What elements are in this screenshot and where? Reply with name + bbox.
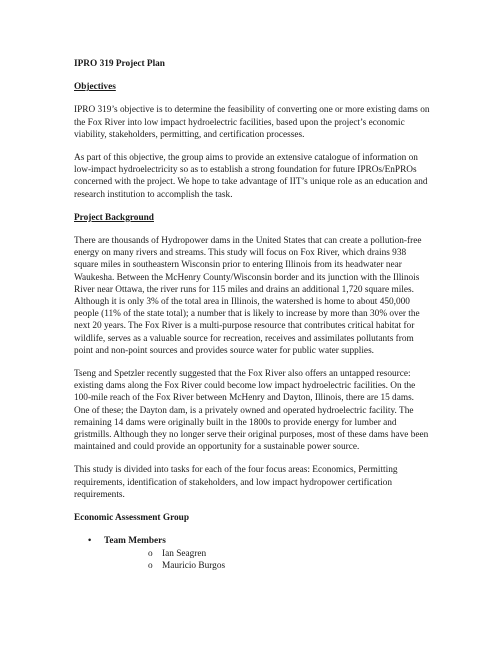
bullet-marker: • [88,536,92,547]
member-name: Mauricio Burgos [162,560,226,571]
objectives-heading: Objectives [74,82,116,93]
sub-bullet-marker: o [148,548,153,559]
member-name: Ian Seagren [162,548,207,559]
project-background-heading: Project Background [74,212,154,223]
document-title: IPRO 319 Project Plan [74,59,165,69]
background-paragraph-1: There are thousands of Hydropower dams in the United States that can create a pollution-free energy on many rivers and streams. This study will focus on Fox River, which drains 938 square miles in southeastern Wisconsin prior to entering Illinois from its headwater near Waukesha. Between the McHenry County/Wisconsin border and its junction with the Illinois River near Ottawa, the river runs for 115 miles and drains an additional 1,720 square miles. Although it is only 3% of the total area in Illinois, the watershed is home to about 450,000 people (11% of the state total); a number that is likely to increase by more than 30% over the next 20 years. The Fox River is a multi-purpose resource that contributes critical habitat for wildlife, serves as a valuable source for recreation, receives and assimilates pollutants from point and non-point sources and provides source water for public water supplies. [74,236,422,356]
background-paragraph-2: Tseng and Spetzler recently suggested that the Fox River also offers an untapped resource: existing dams along the Fox River could become low impact hydroelectric facilities. On the 100-mile reach of the Fox River between McHenry and Dayton, Illinois, there are 15 dams. One of these; the Dayton dam, is a privately owned and operated hydroelectric facility. The remaining 14 dams were originally built in the 1800s to provide energy for lumber and gristmills. Although they no longer serve their original purposes, most of these dams have been maintained and could provide an opportunity for a sustainable power source. [74,369,429,453]
economic-group-heading: Economic Assessment Group [74,513,190,524]
objectives-paragraph-2: As part of this objective, the group aims to provide an extensive catalogue of information on low-impact hydroelectricity so as to establish a strong foundation for future IPROs/EnPROs concerned with the project. We hope to take advantage of IIT’s unique role as an education and research institution to accomplish the task. [74,153,428,200]
list-item [104,548,430,560]
team-members-label: Team Members [104,536,166,547]
member-list [104,548,430,572]
document-body [74,58,430,572]
list-item [104,560,430,572]
team-members-item [74,535,430,572]
team-list [74,535,430,572]
sub-bullet-marker: o [148,560,153,571]
background-paragraph-3: This study is divided into tasks for each of the four focus areas: Economics, Permitting requirements, identification of stakeholders, and low impact hydropower certification requirements. [74,465,398,500]
objectives-paragraph-1: IPRO 319’s objective is to determine the feasibility of converting one or more existing dams on the Fox River into low impact hydroelectric facilities, based upon the project’s economic viability, stakeholders, permitting, and certification processes. [74,105,430,140]
